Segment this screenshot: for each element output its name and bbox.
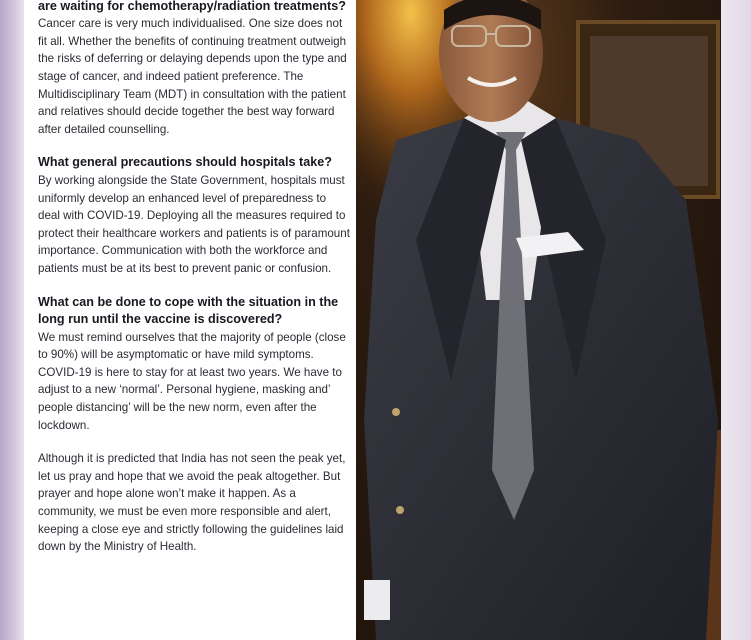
portrait-photo — [356, 0, 721, 640]
answer-paragraph: By working alongside the State Government, hospitals must uniformly develop an enhanced level of preparedness to deal with COVID-19. Deploying all the measures required to protect their healthcare workers and patients is of paramount importance. Communication with both the workforce and patients must be at its best to prevent panic or confusion. — [38, 173, 350, 275]
question-heading: What general precautions should hospitals take? — [38, 155, 332, 170]
jacket-button — [392, 408, 400, 416]
article-body — [38, 0, 350, 572]
answer-paragraph: Cancer care is very much individualised. One size does not fit all. Whether the benefits of continuing treatment outweigh the risks of deferring or delaying depends upon the type and stage of cancer, and indeed patient preference. The Multidisciplinary Team (MDT) in consultation with the patient and relatives should decide together the best way forward after detailed counselling. — [38, 17, 347, 136]
page-edge-left — [0, 0, 24, 640]
portrait-illustration — [356, 0, 721, 640]
shirt-cuff — [364, 580, 390, 620]
answer-paragraph: We must remind ourselves that the majority of people (close to 90%) will be asymptomatic or have mild symptoms. COVID-19 is here to stay for at least two years. We have to adjust to a new ‘normal’. Personal hygiene, masking and’ people distancing’ will be the new norm, even after the lockdown. — [38, 330, 346, 432]
article-column — [24, 0, 356, 640]
question-heading: are waiting for chemotherapy/radiation treatments? — [38, 0, 346, 13]
question-heading: What can be done to cope with the situation in the long run until the vaccine is discovered? — [38, 294, 339, 327]
closing-paragraph: Although it is predicted that India has not seen the peak yet, let us pray and hope that we avoid the peak altogether. But prayer and hope alone won’t make it happen. As a community, we must be even more responsible and alert, keeping a close eye and strictly following the guidelines laid down by the Ministry of Health. — [38, 452, 346, 554]
page-edge-right — [721, 0, 751, 640]
jacket-button — [396, 506, 404, 514]
